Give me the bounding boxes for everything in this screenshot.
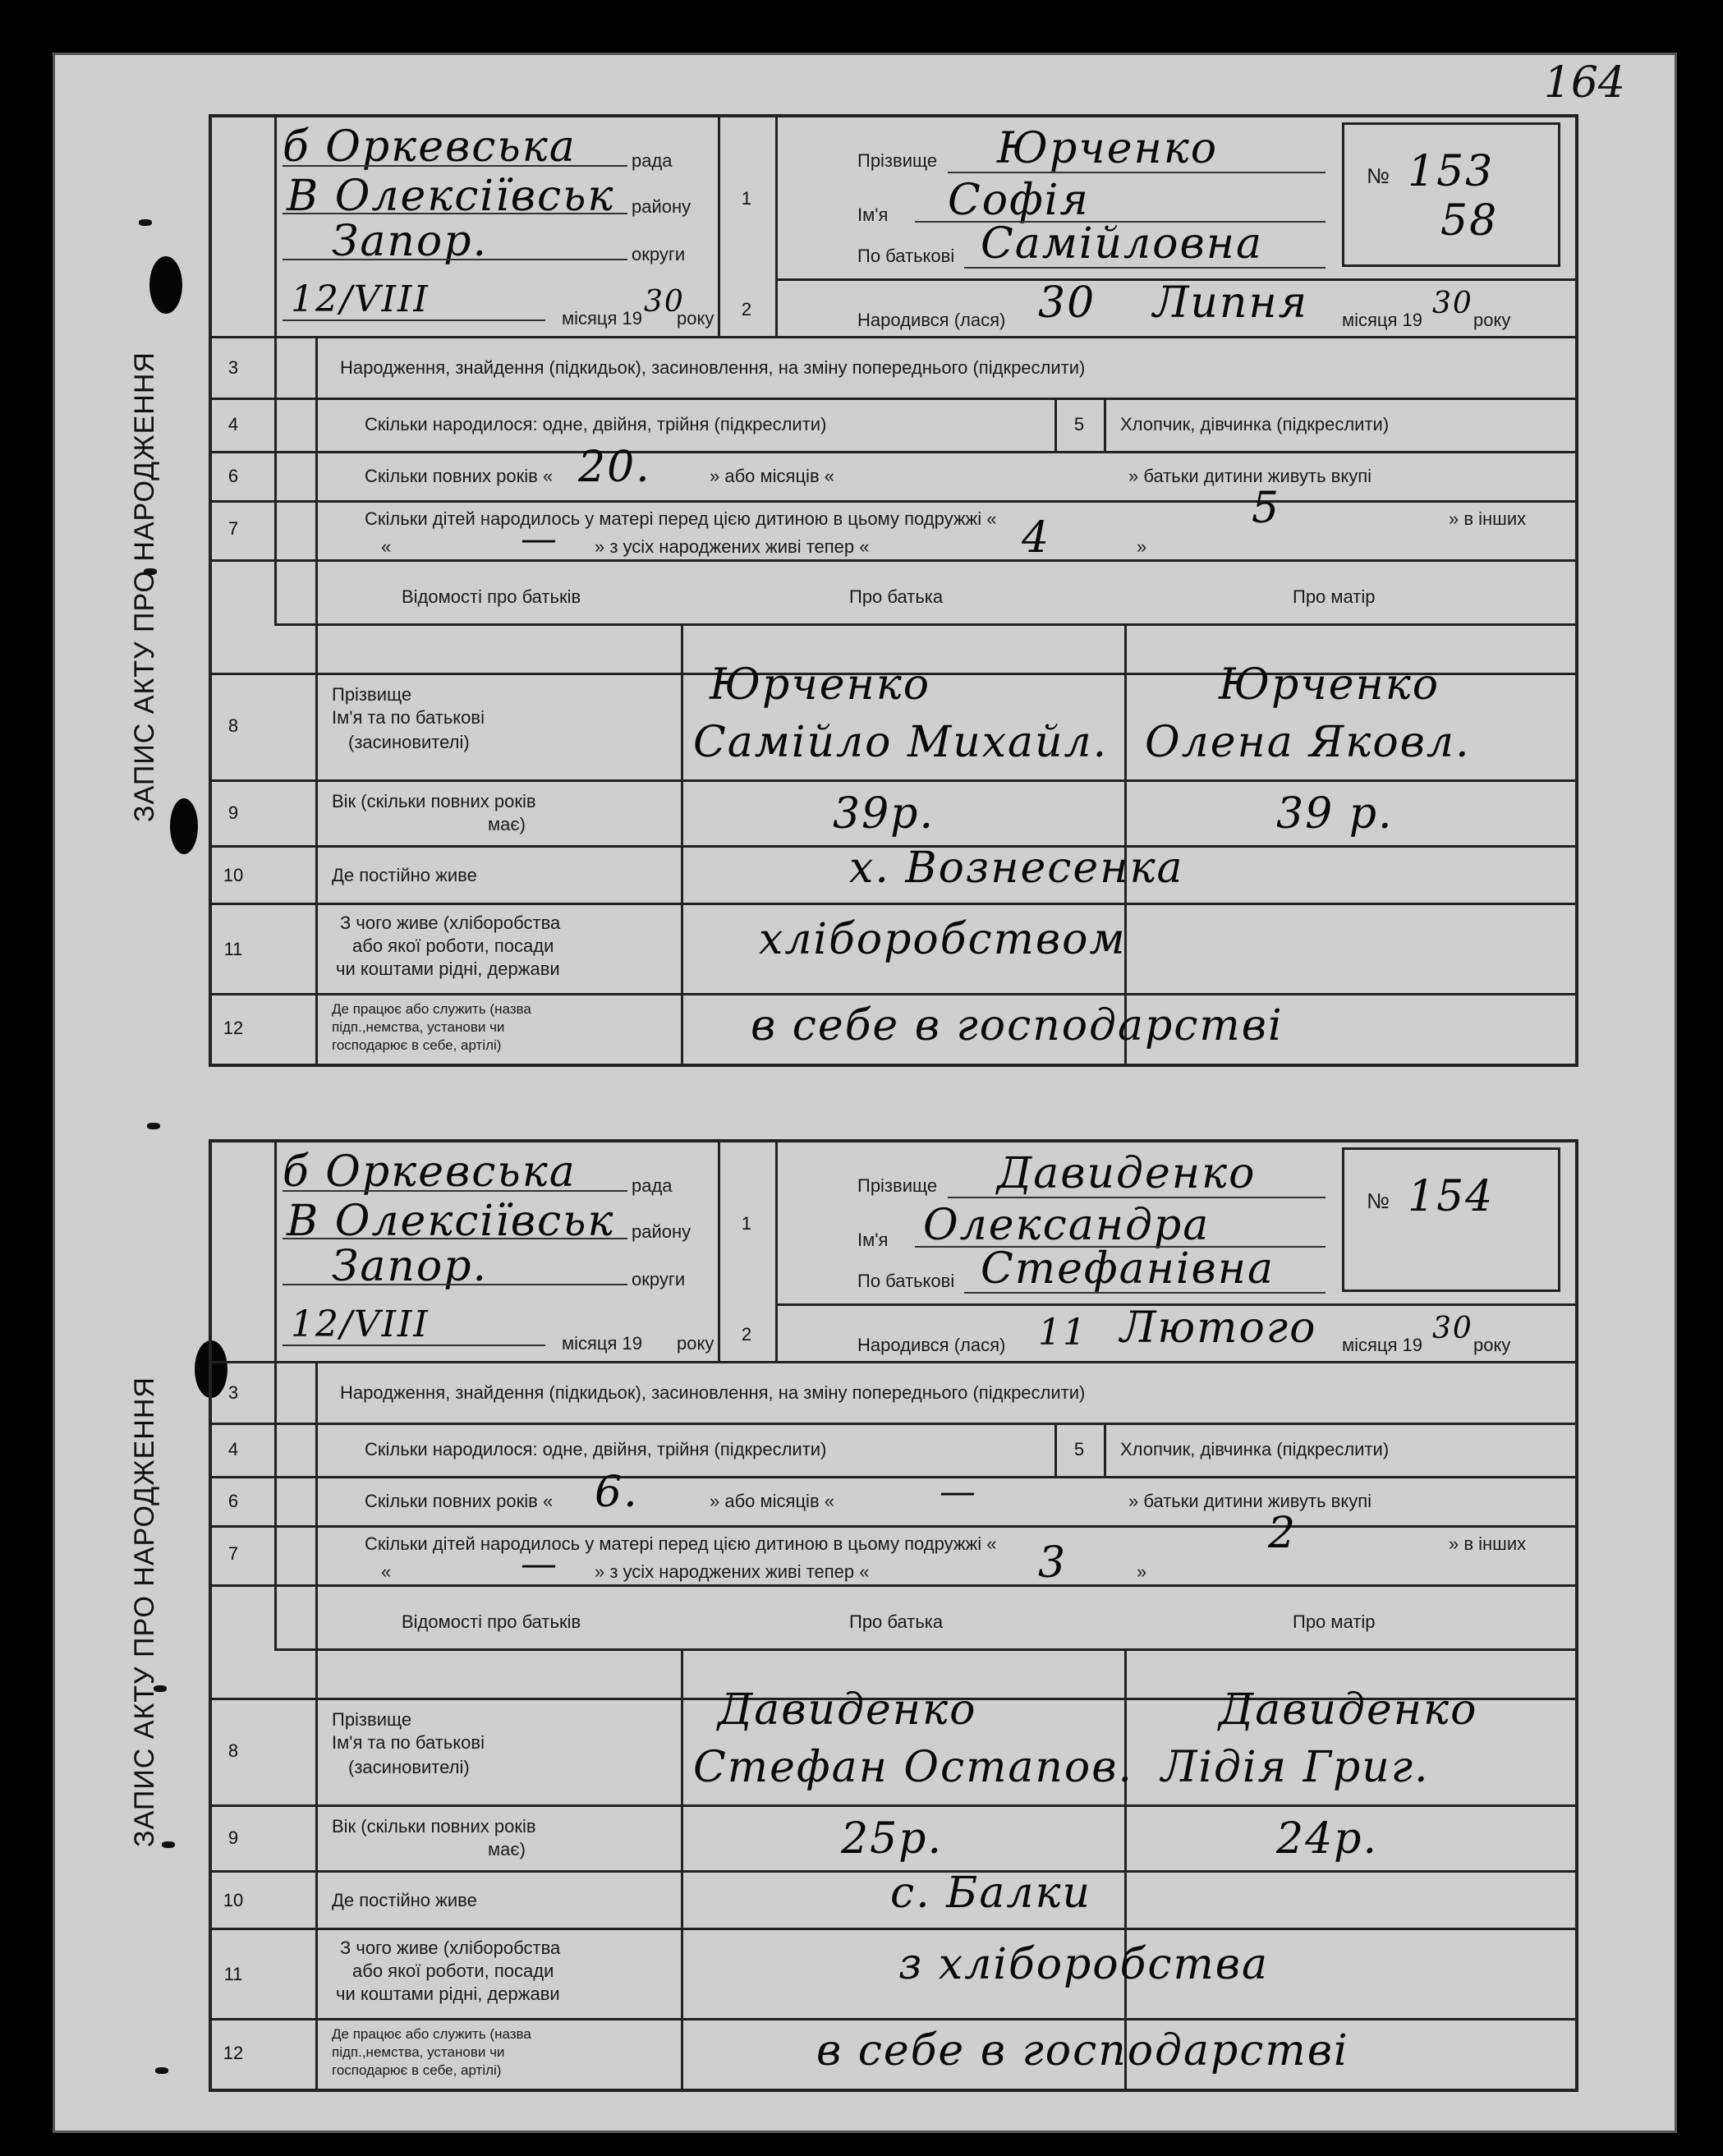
row-number-8: 8 [227, 1740, 239, 1761]
binder-mark [147, 1123, 160, 1129]
row-6-months-value: — [940, 1471, 977, 1513]
record-number-extra: 58 [1440, 196, 1499, 246]
row-7-line1: Скільки дітей народилось у матері перед цією дитиною в цьому подружжі « [365, 1533, 997, 1554]
born-month-label: місяця 19 [1342, 1335, 1423, 1355]
row-5-text: Хлопчик, дівчинка (підкреслити) [1120, 1439, 1390, 1460]
row-7-alive-value: 3 [1038, 1538, 1068, 1588]
child-patronymic-value: Стефанівна [981, 1244, 1275, 1294]
mother-surname: Юрченко [1219, 660, 1440, 710]
council-value: б Оркевська [283, 1147, 577, 1197]
row-number-9: 9 [227, 802, 239, 823]
binder-mark [155, 2067, 168, 2074]
row-number-12: 12 [223, 1018, 244, 1038]
child-patronymic-label: По батькові [857, 1271, 955, 1291]
workplace-value: в себе в господарстві [751, 1001, 1284, 1050]
father-surname: Давиденко [718, 1685, 977, 1735]
council-value: б Оркевська [283, 122, 577, 172]
born-label: Народився (лася) [857, 1335, 1006, 1355]
row-number-12: 12 [223, 2043, 244, 2063]
row-12-label-3: господарює в себе, артілі) [332, 1037, 502, 1053]
row-12-label-1: Де працює або служить (назва [332, 1001, 531, 1017]
father-age: 39р. [833, 789, 935, 839]
row-9-label-2: має) [488, 1839, 526, 1859]
row-10-label: Де постійно живе [332, 865, 477, 885]
mother-name: Олена Яковл. [1145, 718, 1471, 767]
row-number-7: 7 [227, 1543, 239, 1564]
child-name-label: Ім'я [857, 1230, 889, 1250]
row-number-2: 2 [741, 299, 752, 319]
residence-value: х. Вознесенка [849, 844, 1184, 893]
record-number-label: № [1367, 163, 1390, 188]
row-number-6: 6 [227, 466, 239, 486]
row-6-text-b: » або місяців « [710, 1491, 834, 1511]
row-12-label-3: господарює в себе, артілі) [332, 2062, 502, 2078]
born-day-value: 30 [1038, 278, 1096, 328]
row-7-line1: Скільки дітей народилось у матері перед цією дитиною в цьому подружжі « [365, 508, 997, 529]
row-number-6: 6 [227, 1491, 239, 1511]
mother-name: Лідія Григ. [1161, 1743, 1430, 1792]
row-6-text-c: » батьки дитини живуть вкупі [1128, 466, 1372, 486]
row-11-label-1: З чого живе (хліборобства [340, 913, 561, 933]
child-surname-label: Прізвище [857, 150, 938, 171]
registration-year-label: року [677, 1333, 714, 1354]
row-9-label-1: Вік (скільки повних років [332, 1816, 536, 1837]
parents-header-father: Про батька [849, 1611, 944, 1632]
row-7-line1-end: » в інших [1449, 1533, 1527, 1554]
row-number-9: 9 [227, 1827, 239, 1848]
born-label: Народився (лася) [857, 310, 1006, 330]
row-number-11: 11 [223, 939, 243, 959]
row-7-line2-b: » з усіх народжених живі тепер « [595, 1561, 870, 1582]
parents-header-mother: Про матір [1293, 586, 1376, 607]
row-6-text-c: » батьки дитини живуть вкупі [1128, 1491, 1372, 1511]
registration-year-value: 30 [644, 285, 685, 319]
row-12-label-2: підп.,немства, установи чи [332, 2044, 505, 2060]
mother-age: 39 р. [1276, 789, 1394, 839]
mother-surname: Давиденко [1219, 1685, 1478, 1735]
row-number-1: 1 [741, 1213, 752, 1234]
row-8-label-3: (засиновителі) [348, 732, 470, 752]
occupation-value: хліборобством [759, 915, 1127, 964]
row-6-years-value: 20. [578, 443, 651, 492]
workplace-value: в себе в господарстві [816, 2026, 1349, 2076]
record-number-value: 154 [1408, 1172, 1495, 1221]
row-number-10: 10 [223, 865, 244, 885]
registration-date-value: 12/VIII [291, 1303, 430, 1345]
parents-header-info: Відомості про батьків [402, 586, 581, 607]
born-month-value: Лютого [1120, 1303, 1317, 1353]
document-page [53, 53, 1677, 2133]
registration-month-label: місяця 19 [562, 308, 643, 329]
okrug-value: Запор. [332, 217, 489, 266]
row-7-line1-end: » в інших [1449, 508, 1527, 529]
row-7-other-value: — [521, 1543, 558, 1585]
child-name-label: Ім'я [857, 205, 889, 225]
row-8-label-1: Прізвище [332, 684, 412, 705]
father-name: Стефан Остапов. [693, 1743, 1134, 1792]
page-number: 164 [1543, 58, 1625, 108]
row-7-alive-value: 4 [1022, 513, 1051, 563]
child-surname-label: Прізвище [857, 1175, 938, 1196]
child-surname-value: Юрченко [997, 124, 1219, 173]
row-11-label-2: або якої роботи, посади [352, 935, 554, 956]
row-12-label-1: Де працює або служить (назва [332, 2026, 531, 2042]
row-9-label-2: має) [488, 814, 526, 834]
district-label: району [632, 196, 691, 217]
row-4-text: Скільки народилося: одне, двійня, трійня (підкреслити) [365, 1439, 827, 1460]
registration-date-value: 12/VIII [291, 278, 430, 320]
row-11-label-1: З чого живе (хліборобства [340, 1938, 561, 1958]
row-4-text: Скільки народилося: одне, двійня, трійня (підкреслити) [365, 414, 827, 434]
row-5-text: Хлопчик, дівчинка (підкреслити) [1120, 414, 1390, 434]
district-value: В Олексіївськ [287, 172, 615, 221]
born-year-value: 30 [1432, 1312, 1473, 1345]
row-7-this-marriage-value: 5 [1252, 484, 1281, 533]
row-11-label-3: чи коштами рідні, держави [336, 958, 560, 979]
father-age: 25р. [841, 1814, 943, 1864]
row-12-label-2: підп.,немства, установи чи [332, 1019, 505, 1035]
birth-record-form-153 [128, 114, 1578, 1067]
row-7-line2-a: « [381, 1561, 392, 1582]
district-value: В Олексіївськ [287, 1197, 615, 1246]
row-number-5: 5 [1073, 414, 1085, 434]
record-number-value: 153 [1408, 147, 1495, 196]
row-8-label-3: (засиновителі) [348, 1757, 470, 1777]
row-number-7: 7 [227, 518, 239, 539]
born-month-label: місяця 19 [1342, 310, 1423, 330]
side-title: ЗАПИС АКТУ ПРО НАРОДЖЕННЯ [128, 1376, 160, 1847]
row-7-line2-a: « [381, 536, 392, 557]
row-number-3: 3 [227, 1382, 239, 1403]
parents-header-info: Відомості про батьків [402, 1611, 581, 1632]
row-number-3: 3 [227, 357, 239, 378]
okrug-label: округи [632, 244, 686, 264]
row-8-label-1: Прізвище [332, 1709, 412, 1730]
row-6-text-a: Скільки повних років « [365, 1491, 554, 1511]
row-11-label-2: або якої роботи, посади [352, 1961, 554, 1981]
side-title: ЗАПИС АКТУ ПРО НАРОДЖЕННЯ [128, 351, 160, 822]
row-7-other-value: — [521, 518, 558, 560]
council-label: рада [632, 150, 673, 171]
registration-year-label: року [677, 308, 714, 329]
row-10-label: Де постійно живе [332, 1890, 477, 1910]
row-number-1: 1 [741, 188, 752, 209]
child-surname-value: Давиденко [997, 1149, 1257, 1198]
row-number-11: 11 [223, 1964, 243, 1984]
row-number-5: 5 [1073, 1439, 1085, 1460]
parents-header-father: Про батька [849, 586, 944, 607]
district-label: району [632, 1221, 691, 1242]
row-7-this-marriage-value: 2 [1268, 1509, 1298, 1558]
okrug-value: Запор. [332, 1242, 489, 1291]
record-number-label: № [1367, 1188, 1390, 1213]
registration-month-label: місяця 19 [562, 1333, 643, 1354]
row-7-line2-c: » [1137, 1561, 1147, 1582]
council-label: рада [632, 1175, 673, 1196]
row-7-line2-b: » з усіх народжених живі тепер « [595, 536, 870, 557]
birth-record-form-154 [128, 1139, 1578, 2092]
occupation-value: з хліборобства [898, 1940, 1270, 1989]
child-name-value: Софія [948, 176, 1090, 225]
father-name: Самійло Михайл. [693, 718, 1109, 767]
row-3-text: Народження, знайдення (підкидьок), засиновлення, на зміну попереднього (підкреслити) [340, 357, 1086, 378]
row-number-4: 4 [227, 414, 239, 434]
child-name-value: Олександра [923, 1201, 1211, 1250]
born-year-label: року [1473, 1335, 1511, 1355]
row-6-text-a: Скільки повних років « [365, 466, 554, 486]
born-day-value: 11 [1038, 1312, 1087, 1354]
row-number-8: 8 [227, 715, 239, 736]
okrug-label: округи [632, 1269, 686, 1289]
born-year-label: року [1473, 310, 1511, 330]
born-month-value: Липня [1153, 278, 1309, 328]
row-8-label-2: Ім'я та по батькові [332, 707, 485, 728]
born-year-value: 30 [1432, 287, 1473, 320]
child-patronymic-label: По батькові [857, 246, 955, 266]
row-6-years-value: 6. [595, 1468, 639, 1517]
row-6-text-b: » або місяців « [710, 466, 834, 486]
parents-header-mother: Про матір [1293, 1611, 1376, 1632]
row-11-label-3: чи коштами рідні, держави [336, 1984, 560, 2004]
row-number-4: 4 [227, 1439, 239, 1460]
row-3-text: Народження, знайдення (підкидьок), засиновлення, на зміну попереднього (підкреслити) [340, 1382, 1086, 1403]
row-7-line2-c: » [1137, 536, 1147, 557]
mother-age: 24р. [1276, 1814, 1378, 1864]
father-surname: Юрченко [710, 660, 931, 710]
row-number-10: 10 [223, 1890, 244, 1910]
row-number-2: 2 [741, 1324, 752, 1345]
row-9-label-1: Вік (скільки повних років [332, 791, 536, 811]
residence-value: с. Балки [890, 1869, 1092, 1918]
child-patronymic-value: Самійловна [981, 219, 1263, 269]
row-8-label-2: Ім'я та по батькові [332, 1732, 485, 1753]
